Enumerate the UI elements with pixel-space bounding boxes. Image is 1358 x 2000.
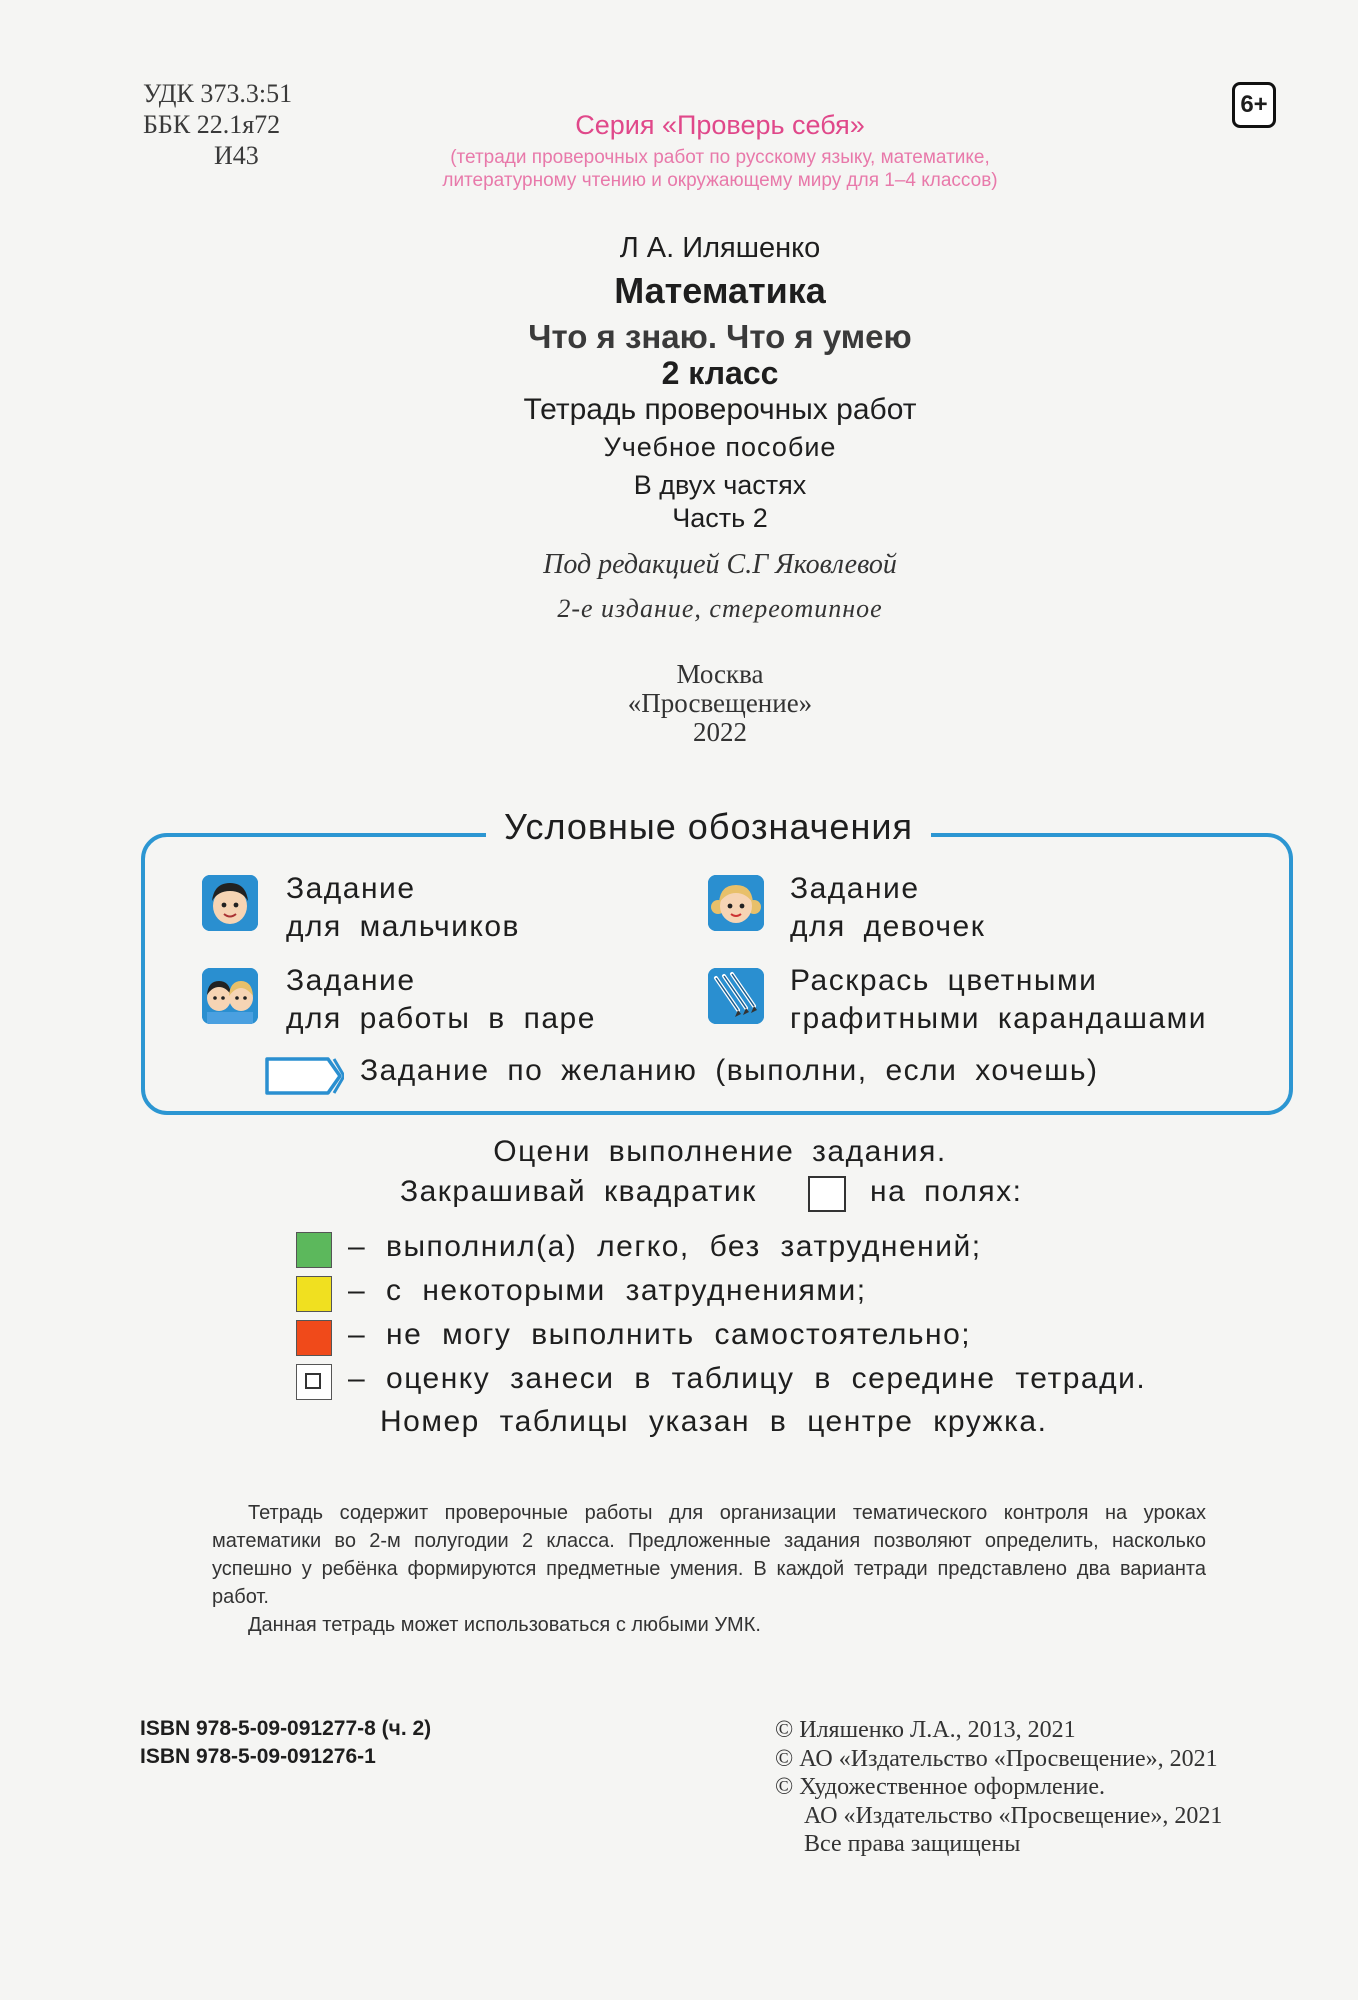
description [212,1499,1206,1639]
green-square [296,1232,332,1268]
legend-boys-line2: для мальчиков [286,910,520,943]
rating-line1: Оцени выполнение задания. [493,1135,947,1168]
parts-label: В двух частях [633,470,807,500]
pencils-icon [708,968,764,1024]
legend-boys-line1: Задание [286,872,416,905]
author: Л А. Иляшенко [619,232,821,264]
red-square [296,1320,332,1356]
legend-girls-line2: для девочек [790,910,986,943]
publisher: «Просвещение» [627,688,813,718]
author-code: И43 [214,141,259,170]
legend-optional-text: Задание по желанию (выполни, если хочешь) [360,1054,1099,1087]
manual-label: Учебное пособие [603,432,837,462]
copyright-line3: © Художественное оформление. [775,1774,1106,1800]
grade: 2 класс [661,355,779,391]
city: Москва [676,659,764,689]
yellow-square [296,1276,332,1312]
book-title: Математика [614,270,826,311]
rating-line2b: на полях: [870,1175,1023,1208]
copyright-block [775,1716,1222,1859]
legend-boys-text [286,870,520,946]
bbk-code: ББК 22.1я72 [143,110,281,139]
series-subtitle-line2: литературному чтению и окружающему миру для 1–4 классов) [442,170,998,191]
blank-square-icon [808,1176,846,1212]
legend-girls-text [790,870,985,946]
book-type: Тетрадь проверочных работ [523,393,917,426]
pair-icon [202,968,258,1024]
imprint [420,660,1020,747]
copyright-line1: © Иляшенко Л.А., 2013, 2021 [775,1717,1076,1743]
rating-item-red: – не могу выполнить самостоятельно; [348,1318,972,1351]
classification-codes [143,78,292,171]
legend-pair-line1: Задание [286,964,416,997]
description-p1: Тетрадь содержит проверочные работы для организации тематического контроля на уроках математики во 2-м полугодии 2 класса. Предложенные задания позволяют определить, насколько успешно у ребёнка формируются предметные умения. В каждой тетради представлено два варианта работ. [212,1502,1206,1608]
udk-code: УДК 373.3:51 [143,79,293,108]
legend-color-line2: графитными карандашами [790,1002,1208,1035]
isbn-line1: ISBN 978-5-09-091277-8 (ч. 2) [140,1717,432,1740]
optional-task-arrow-icon [264,1055,344,1102]
description-p2: Данная тетрадь может использоваться с любыми УМК. [248,1614,761,1636]
table-square-icon [296,1364,332,1400]
legend-color-text [790,962,1207,1038]
rating-line2a: Закрашивай квадратик [400,1175,757,1208]
series-subtitle [360,146,1080,192]
age-rating-badge: 6+ [1232,82,1276,128]
legend-girls-line1: Задание [790,872,920,905]
part-label: Часть 2 [672,503,768,533]
girl-icon [708,875,764,931]
edition: 2-е издание, стереотипное [557,594,883,623]
isbn-line2: ISBN 978-5-09-091276-1 [140,1745,376,1768]
isbn-block [140,1715,431,1771]
series-subtitle-line1: (тетради проверочных работ по русскому языку, математике, [450,147,990,168]
book-subtitle: Что я знаю. Что я умею [528,318,912,355]
rating-item-yellow: – с некоторыми затруднениями; [348,1274,867,1307]
copyright-line5: Все права защищены [804,1831,1021,1857]
legend-title: Условные обозначения [486,806,931,848]
rating-item-table-line2: Номер таблицы указан в центре кружка. [380,1405,1048,1438]
rating-item-table: – оценку занеси в таблицу в середине тетради. [348,1362,1147,1395]
copyright-line2: © АО «Издательство «Просвещение», 2021 [775,1745,1218,1772]
rating-item-green: – выполнил(а) легко, без затруднений; [348,1230,982,1263]
boy-icon [202,875,258,931]
year: 2022 [693,717,747,747]
editor: Под редакцией С.Г Яковлевой [543,549,897,580]
legend-pair-line2: для работы в паре [286,1002,596,1035]
copyright-line4: АО «Издательство «Просвещение», 2021 [804,1802,1223,1829]
legend-color-line1: Раскрась цветными [790,964,1098,997]
legend-pair-text [286,962,596,1038]
series-title: Серия «Проверь себя» [575,110,865,140]
